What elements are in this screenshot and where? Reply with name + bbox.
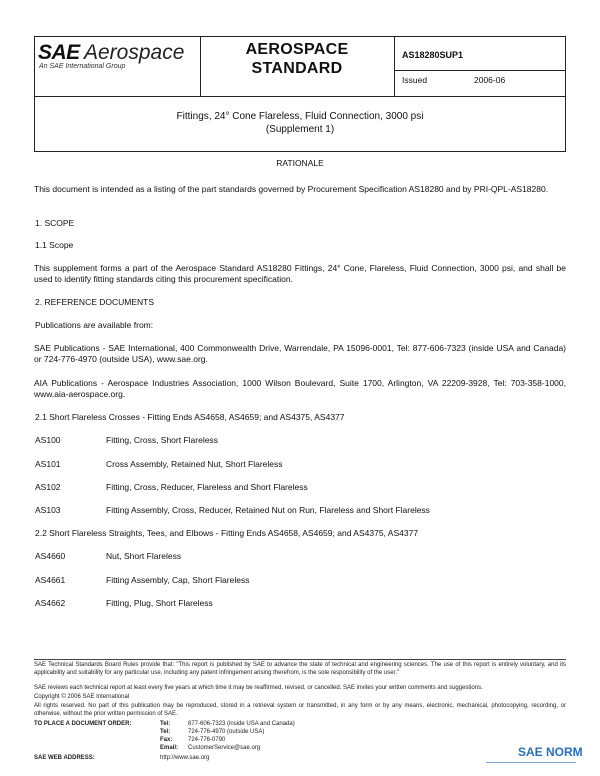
document-title-line1: Fittings, 24° Cone Flareless, Fluid Connection, 3000 psi [176, 111, 424, 122]
part-code: AS4660 [35, 551, 66, 561]
issued-label: Issued [402, 75, 428, 85]
part-description: Fitting Assembly, Cap, Short Flareless [106, 575, 250, 585]
section-2-1-heading: 2.1 Short Flareless Crosses - Fitting Ends AS4658, AS4659; and AS4375, AS4377 [35, 412, 345, 422]
standard-title-line1: AEROSPACE [245, 41, 349, 58]
scope-subheading: 1.1 Scope [35, 240, 74, 250]
fax-value: 724-776-0790 [188, 737, 226, 743]
header-rule [34, 96, 566, 97]
aerospace-logo-text: Aerospace [84, 41, 185, 64]
rationale-text: This document is intended as a listing of the part standards governed by Procurement Specification AS18280 and by PRI-QPL-AS18280. [34, 184, 549, 194]
tel1-label: Tel: [160, 721, 171, 727]
aia-publications-text: AIA Publications - Aerospace Industries Association, 1000 Wilson Boulevard, Suite 1700, Arlington, VA 22209-3928, Tel: 703-358-1000, www.aia-aerospace.org. [34, 378, 566, 399]
footer-rules-text: SAE Technical Standards Board Rules provide that: "This report is published by SAE to advance the state of technical and engineering sciences. The use of this report is entirely voluntary, and its applicability and suitability for any particular use, including any patent infringement arising therefrom, is the sole responsibility of the user." [34, 662, 566, 676]
header-rule-right [395, 70, 566, 71]
scope-heading: 1. SCOPE [35, 218, 75, 228]
sae-logo: SAE [38, 41, 80, 64]
part-code: AS100 [35, 435, 61, 445]
sae-publications-text: SAE Publications - SAE International, 400 Commonwealth Drive, Warrendale, PA 15096-0001, Tel: 877-606-7323 (inside USA and Canada) or 724-776-4970 (outside USA), www.sae.org. [34, 343, 566, 364]
part-description: Cross Assembly, Retained Nut, Short Flareless [106, 459, 283, 469]
rationale-heading: RATIONALE [276, 158, 324, 168]
web-label: SAE WEB ADDRESS: [34, 755, 95, 761]
issued-date: 2006-06 [474, 75, 506, 85]
part-description: Fitting, Cross, Short Flareless [106, 435, 218, 445]
footer-rule [34, 659, 566, 660]
footer-rights-text: All rights reserved. No part of this publication may be reproduced, stored in a retrieval system or transmitted, in any form or by any means, electronic, mechanical, photocopying, recording, or otherwise, without the prior written permission of SAE. [34, 703, 566, 717]
fax-label: Fax: [160, 737, 173, 743]
logo-subtitle: An SAE International Group [39, 63, 126, 70]
part-code: AS101 [35, 459, 61, 469]
part-description: Fitting Assembly, Cross, Reducer, Retained Nut on Run, Flareless and Short Flareless [106, 505, 430, 515]
footer-copyright: Copyright © 2006 SAE International [34, 694, 130, 700]
document-title [34, 110, 566, 136]
header-divider-1 [200, 36, 201, 97]
tel1-value: 877-606-7323 (inside USA and Canada) [188, 721, 295, 727]
references-heading: 2. REFERENCE DOCUMENTS [35, 297, 155, 307]
part-description: Fitting, Plug, Short Flareless [106, 598, 213, 608]
part-code: AS4661 [35, 575, 66, 585]
document-title-line2: (Supplement 1) [265, 124, 335, 135]
tel2-value: 724-776-4970 (outside USA) [188, 729, 265, 735]
footer-review-text: SAE reviews each technical report at least every five years at which time it may be reaffirmed, revised, or cancelled. SAE invites your written comments and suggestions. [34, 685, 483, 691]
standard-title [208, 40, 386, 78]
watermark-underline [486, 762, 576, 763]
email-label: Email: [160, 745, 179, 751]
part-description: Fitting, Cross, Reducer, Flareless and Short Flareless [106, 482, 308, 492]
scope-text: This supplement forms a part of the Aerospace Standard AS18280 Fittings, 24° Cone, Flareless, Fluid Connection, 3000 psi, and shall be used to identify fitting standards citing this procurement specification. [34, 263, 566, 284]
part-code: AS103 [35, 505, 61, 515]
standard-title-line2: STANDARD [251, 60, 343, 77]
part-code: AS4662 [35, 598, 66, 608]
part-code: AS102 [35, 482, 61, 492]
web-address: http://www.sae.org [160, 755, 210, 761]
email-value: CustomerService@sae.org [188, 745, 261, 751]
sae-norm-watermark: SAE NORM [518, 745, 583, 759]
section-2-2-heading: 2.2 Short Flareless Straights, Tees, and Elbows - Fitting Ends AS4658, AS4659; and AS4375, AS4377 [35, 528, 419, 538]
header-divider-2 [394, 36, 395, 97]
references-intro: Publications are available from: [35, 320, 154, 330]
order-label: TO PLACE A DOCUMENT ORDER: [34, 721, 132, 727]
part-description: Nut, Short Flareless [106, 551, 182, 561]
tel2-label: Tel: [160, 729, 171, 735]
document-number: AS18280SUP1 [402, 50, 464, 60]
